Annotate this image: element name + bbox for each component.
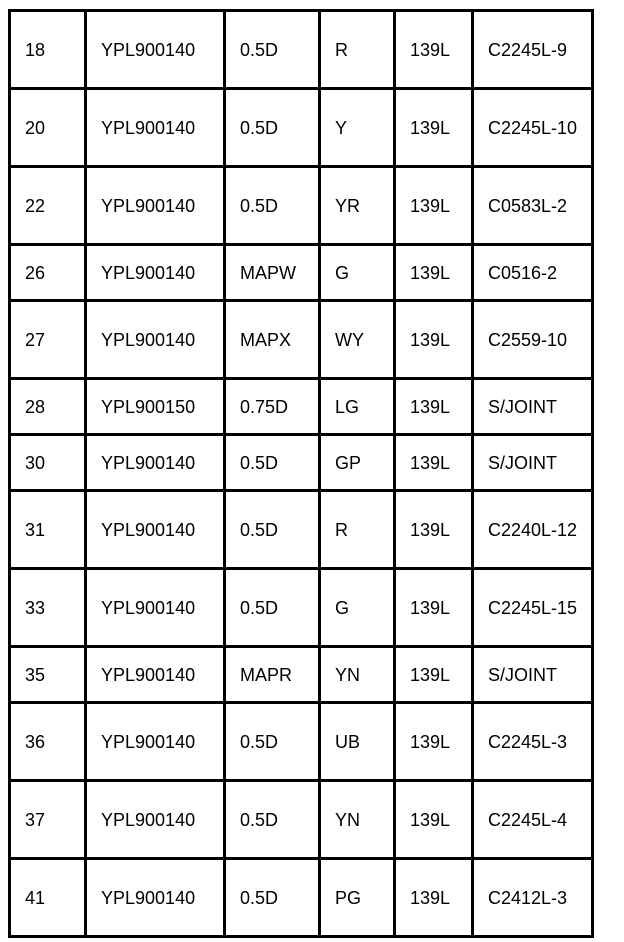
wire-table [8,9,594,938]
cell-connector: S/JOINT [473,435,593,491]
cell-number: 20 [10,89,86,167]
cell-size: 0.5D [225,491,320,569]
cell-part-number: YPL900140 [86,569,225,647]
cell-length: 139L [395,89,473,167]
cell-connector: C2245L-10 [473,89,593,167]
cell-length: 139L [395,703,473,781]
cell-number: 41 [10,859,86,937]
cell-part-number: YPL900140 [86,703,225,781]
table-row [10,301,593,379]
cell-size: 0.5D [225,859,320,937]
cell-part-number: YPL900140 [86,859,225,937]
cell-connector: C2240L-12 [473,491,593,569]
table-row [10,11,593,89]
cell-color: YN [320,647,395,703]
cell-connector: C2245L-15 [473,569,593,647]
cell-connector: C2245L-4 [473,781,593,859]
cell-color: PG [320,859,395,937]
table-row [10,167,593,245]
cell-size: 0.5D [225,569,320,647]
cell-length: 139L [395,379,473,435]
cell-number: 35 [10,647,86,703]
cell-number: 33 [10,569,86,647]
cell-size: MAPW [225,245,320,301]
cell-number: 27 [10,301,86,379]
cell-size: 0.5D [225,167,320,245]
cell-part-number: YPL900140 [86,167,225,245]
table-row [10,435,593,491]
cell-size: 0.5D [225,89,320,167]
table-row [10,781,593,859]
cell-connector: C2559-10 [473,301,593,379]
cell-size: MAPX [225,301,320,379]
cell-size: 0.5D [225,703,320,781]
cell-part-number: YPL900140 [86,647,225,703]
table-row [10,89,593,167]
cell-number: 22 [10,167,86,245]
cell-size: 0.5D [225,11,320,89]
cell-number: 30 [10,435,86,491]
table-row [10,245,593,301]
cell-connector: C0583L-2 [473,167,593,245]
table-row [10,379,593,435]
cell-part-number: YPL900150 [86,379,225,435]
table-row [10,569,593,647]
cell-part-number: YPL900140 [86,435,225,491]
cell-length: 139L [395,647,473,703]
cell-number: 18 [10,11,86,89]
cell-part-number: YPL900140 [86,11,225,89]
cell-length: 139L [395,569,473,647]
cell-connector: C2245L-3 [473,703,593,781]
table-row [10,647,593,703]
cell-size: 0.75D [225,379,320,435]
cell-number: 36 [10,703,86,781]
cell-color: WY [320,301,395,379]
cell-number: 37 [10,781,86,859]
table-row [10,491,593,569]
cell-connector: C2412L-3 [473,859,593,937]
cell-size: 0.5D [225,435,320,491]
cell-part-number: YPL900140 [86,89,225,167]
cell-color: YR [320,167,395,245]
table-row [10,703,593,781]
cell-connector: S/JOINT [473,379,593,435]
cell-connector: S/JOINT [473,647,593,703]
cell-part-number: YPL900140 [86,301,225,379]
cell-color: G [320,569,395,647]
cell-color: Y [320,89,395,167]
cell-number: 26 [10,245,86,301]
cell-part-number: YPL900140 [86,245,225,301]
cell-connector: C2245L-9 [473,11,593,89]
cell-color: G [320,245,395,301]
cell-length: 139L [395,435,473,491]
cell-length: 139L [395,859,473,937]
cell-length: 139L [395,245,473,301]
cell-color: GP [320,435,395,491]
cell-color: LG [320,379,395,435]
cell-part-number: YPL900140 [86,781,225,859]
cell-color: R [320,491,395,569]
cell-size: 0.5D [225,781,320,859]
cell-size: MAPR [225,647,320,703]
cell-length: 139L [395,301,473,379]
cell-connector: C0516-2 [473,245,593,301]
cell-color: R [320,11,395,89]
cell-part-number: YPL900140 [86,491,225,569]
cell-length: 139L [395,167,473,245]
cell-number: 28 [10,379,86,435]
cell-length: 139L [395,781,473,859]
table-row [10,859,593,937]
cell-length: 139L [395,11,473,89]
cell-color: YN [320,781,395,859]
cell-color: UB [320,703,395,781]
cell-number: 31 [10,491,86,569]
cell-length: 139L [395,491,473,569]
wire-table-container [8,9,591,938]
